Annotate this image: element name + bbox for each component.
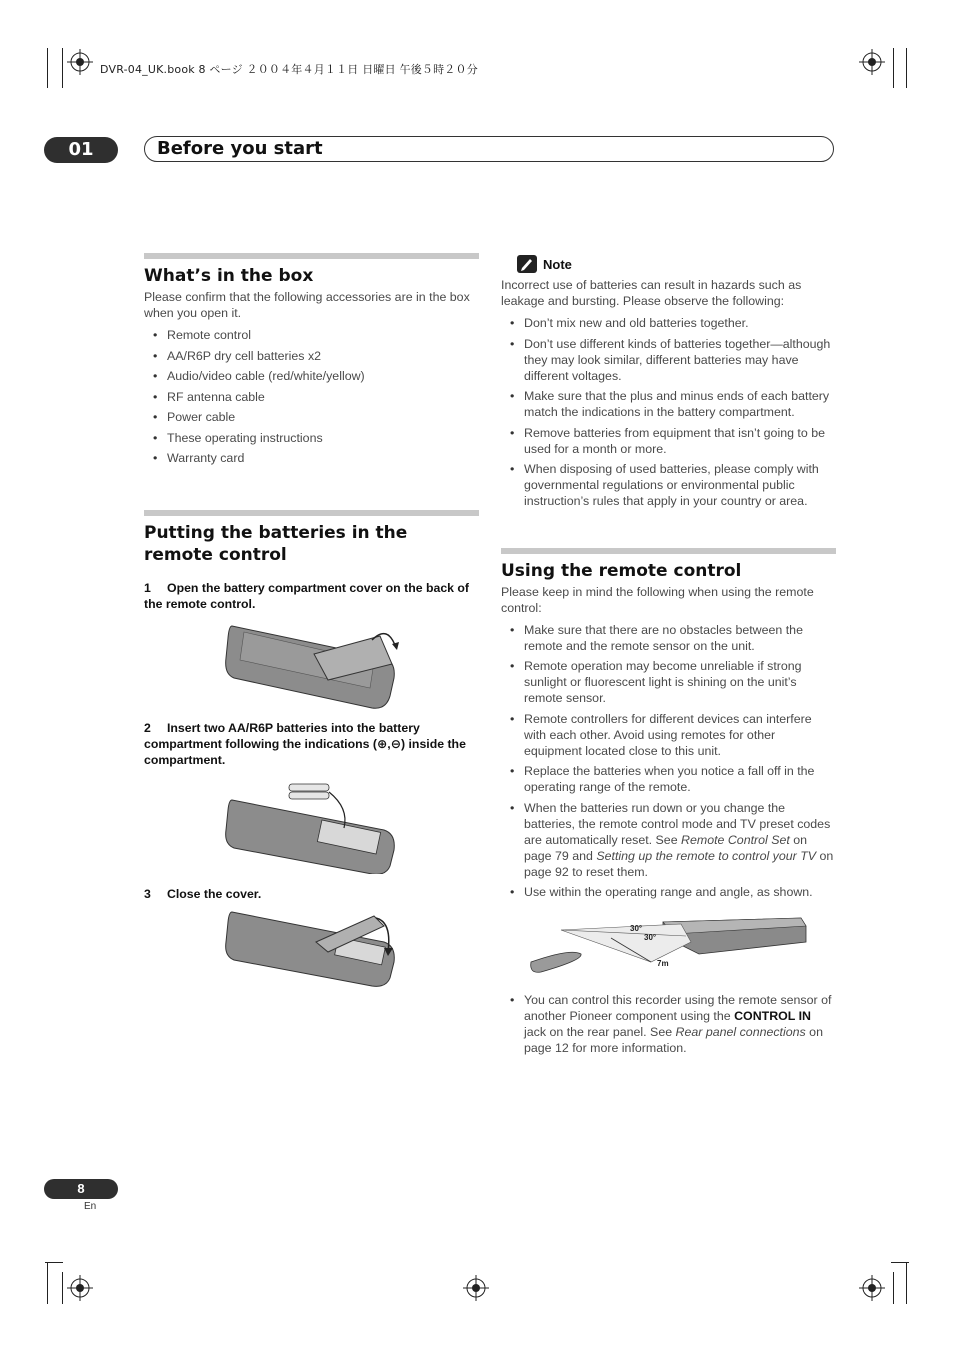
list-item: • Remote controllers for different devices can interfere with each other. Avoid using remotes for other equipment located close to this unit.	[501, 711, 836, 759]
section-heading-whats-in-box: What’s in the box	[144, 266, 314, 286]
note-list	[501, 315, 836, 509]
crop-mark	[906, 48, 907, 88]
angle-label: 30°	[630, 924, 643, 933]
angle-label: 30°	[644, 933, 657, 942]
cross-reference: Rear panel connections	[675, 1025, 806, 1039]
page-number: 8	[44, 1179, 118, 1199]
registration-mark-icon	[859, 1275, 885, 1301]
list-item: • Remote control	[144, 327, 479, 343]
crop-mark	[62, 48, 63, 88]
section-divider	[144, 253, 479, 259]
list-item: • Replace the batteries when you notice a fall off in the operating range of the remote.	[501, 763, 836, 795]
whats-in-box-intro: Please confirm that the following accessories are in the box when you open it.	[144, 290, 470, 320]
registration-mark-icon	[859, 49, 885, 75]
remote-insert-batteries-illustration	[144, 778, 479, 874]
crop-mark	[893, 1272, 894, 1304]
step-3: 3 Close the cover.	[144, 886, 262, 901]
crop-mark	[891, 1262, 909, 1263]
list-item: • AA/R6P dry cell batteries x2	[144, 348, 479, 364]
section-heading-batteries: Putting the batteries in the remote control	[144, 522, 408, 565]
remote-range-diagram	[501, 912, 836, 982]
print-header: DVR-04_UK.book 8 ページ ２００４年４月１１日 日曜日 午後５時２０分	[100, 63, 478, 76]
list-item: • Remove batteries from equipment that isn’t going to be used for a month or more.	[501, 425, 836, 457]
chapter-title: Before you start	[144, 136, 834, 162]
left-column	[144, 253, 479, 988]
crop-mark	[47, 1262, 48, 1304]
section-heading-using-remote: Using the remote control	[501, 560, 742, 581]
section-divider	[144, 510, 479, 516]
list-item: • When the batteries run down or you change the batteries, the remote control mode and TV preset codes are automatically reset. See Remote Control Set on page 79 and Setting up the remote to control your TV on page 92 to reset them.	[501, 800, 836, 880]
polarity-symbols: ⊕,⊖	[376, 736, 401, 751]
note-intro: Incorrect use of batteries can result in hazards such as leakage and bursting. Please observe the following:	[501, 278, 802, 308]
list-item: • Don’t use different kinds of batteries together—although they may look similar, different batteries may have different voltages.	[501, 336, 836, 384]
section-divider	[501, 548, 836, 554]
note-header	[517, 253, 836, 275]
note-label: Note	[543, 256, 572, 272]
list-item: • You can control this recorder using the remote sensor of another Pioneer component using the CONTROL IN jack on the rear panel. See Rear panel connections on page 12 for more information.	[501, 992, 836, 1056]
crop-mark	[906, 1262, 907, 1304]
registration-mark-icon	[67, 49, 93, 75]
crop-mark	[45, 1262, 63, 1263]
list-item: • Warranty card	[144, 450, 479, 466]
list-item: • RF antenna cable	[144, 389, 479, 405]
remote-open-cover-illustration	[144, 618, 479, 716]
list-item: • Power cable	[144, 409, 479, 425]
accessory-list	[144, 327, 479, 466]
distance-label: 7m	[657, 959, 669, 968]
using-remote-intro: Please keep in mind the following when using the remote control:	[501, 584, 814, 615]
list-item: • Audio/video cable (red/white/yellow)	[144, 368, 479, 384]
cross-reference: Remote Control Set	[681, 832, 790, 847]
jack-name: CONTROL IN	[734, 1009, 811, 1023]
cross-reference: Setting up the remote to control your TV	[596, 848, 817, 863]
page-language: En	[84, 1201, 97, 1212]
step-1: 1 Open the battery compartment cover on the back of the remote control.	[144, 580, 470, 611]
step-2: 2 Insert two AA/R6P batteries into the battery compartment following the indications (⊕,⊖) inside the compartment.	[144, 720, 466, 767]
list-item: • Remote operation may become unreliable if strong sunlight or fluorescent light is shining on the unit’s remote sensor.	[501, 658, 836, 706]
list-item: • Don’t mix new and old batteries together.	[501, 315, 836, 331]
list-item: • When disposing of used batteries, please comply with governmental regulations or environmental public instruction’s rules that apply in your country or area.	[501, 461, 836, 509]
registration-mark-icon	[463, 1275, 489, 1301]
list-item: • These operating instructions	[144, 430, 479, 446]
using-remote-list	[501, 622, 836, 901]
chapter-number: 01	[44, 137, 118, 163]
list-item: • Make sure that there are no obstacles between the remote and the remote sensor on the unit.	[501, 622, 836, 654]
crop-mark	[47, 48, 48, 88]
remote-close-cover-illustration	[144, 908, 479, 988]
list-item: • Use within the operating range and angle, as shown.	[501, 884, 836, 900]
crop-mark	[893, 48, 894, 88]
list-item: • Make sure that the plus and minus ends of each battery match the indications in the battery compartment.	[501, 388, 836, 420]
using-remote-list-continued	[501, 992, 836, 1056]
registration-mark-icon	[67, 1275, 93, 1301]
right-column	[501, 253, 836, 1061]
note-pencil-icon	[517, 255, 537, 273]
crop-mark	[62, 1272, 63, 1304]
